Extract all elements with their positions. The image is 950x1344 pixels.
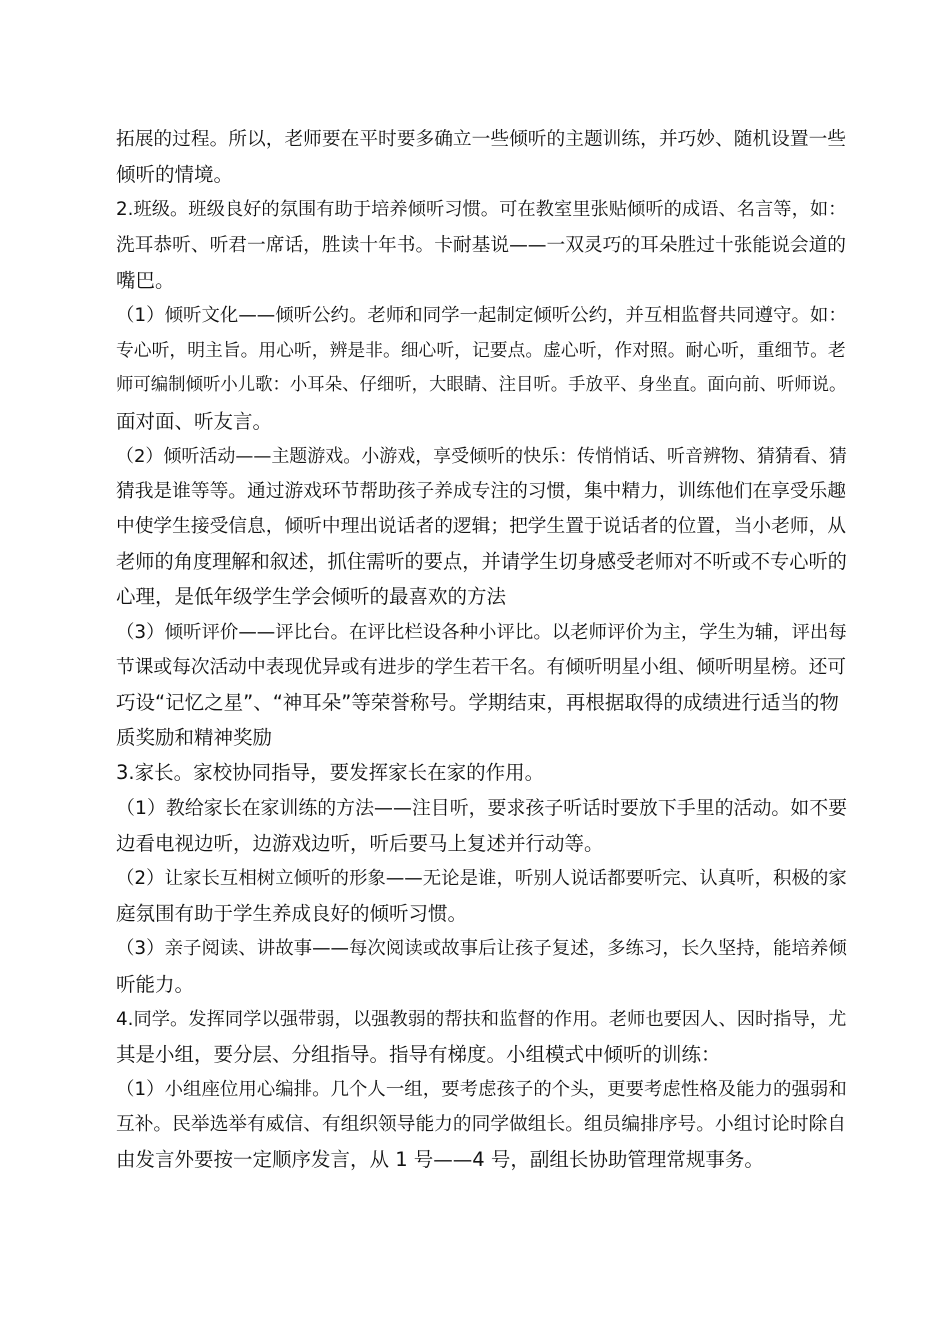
text-line: （1）小组座位用心编排。几个人一组，要考虑孩子的个头，更要考虑性格及能力的强弱和: [116, 1079, 847, 1101]
text-line: （3）倾听评价——评比台。在评比栏设各种小评比。以老师评价为主，学生为辅，评出每: [116, 621, 847, 643]
text-line: 猜我是谁等等。通过游戏环节帮助孩子养成专注的习惯，集中精力，训练他们在享受乐趣: [116, 480, 847, 502]
text-line: 洗耳恭听、听君一席话，胜读十年书。卡耐基说——一双灵巧的耳朵胜过十张能说会道的: [116, 234, 847, 256]
text-line: 其是小组，要分层、分组指导。指导有梯度。小组模式中倾听的训练：: [116, 1042, 721, 1066]
text-line: 心理，是低年级学生学会倾听的最喜欢的方法: [116, 585, 507, 609]
text-line: 巧设“记忆之星”、“神耳朵”等荣誉称号。学期结束，再根据取得的成绩进行适当的物: [116, 691, 839, 714]
text-line: 嘴巴。: [116, 268, 175, 292]
text-line: 面对面、听友言。: [116, 409, 273, 433]
text-line: 互补。民举选举有威信、有组织领导能力的同学做组长。组员编排序号。小组讨论时除自: [116, 1114, 847, 1136]
text-line: （2）倾听活动——主题游戏。小游戏，享受倾听的快乐：传悄悄话、听音辨物、猜猜看、猜: [116, 445, 847, 467]
text-line: 专心听，明主旨。用心听，辨是非。细心听，记要点。虚心听，作对照。耐心听，重细节。老: [116, 340, 846, 362]
text-line: （1）倾听文化——倾听公约。老师和同学一起制定倾听公约，并互相监督共同遵守。如：: [116, 304, 847, 326]
text-line: 听能力。: [116, 972, 195, 996]
text-line: 老师的角度理解和叙述，抓住需听的要点，并请学生切身感受老师对不听或不专心听的: [116, 550, 847, 574]
text-line: 4.同学。发挥同学以强带弱，以强教弱的帮扶和监督的作用。老师也要因人、因时指导，尤: [116, 1008, 847, 1030]
text-line: （1）教给家长在家训练的方法——注目听，要求孩子听话时要放下手里的活动。如不要: [116, 796, 848, 819]
text-line: 节课或每次活动中表现优异或有进步的学生若干名。有倾听明星小组、倾听明星榜。还可: [116, 656, 847, 678]
text-line: 庭氛围有助于学生养成良好的倾听习惯。: [116, 902, 468, 926]
text-line: 质奖励和精神奖励: [116, 726, 273, 750]
text-line: （3）亲子阅读、讲故事——每次阅读或故事后让孩子复述，多练习，长久坚持，能培养倾: [116, 938, 847, 960]
text-line: 3.家长。家校协同指导，要发挥家长在家的作用。: [116, 761, 545, 785]
body-text: [116, 122, 851, 1178]
text-line: 拓展的过程。所以，老师要在平时要多确立一些倾听的主题训练，并巧妙、随机设置一些: [116, 129, 847, 150]
text-line: 中使学生接受信息，倾听中理出说话者的逻辑；把学生置于说话者的位置，当小老师，从: [116, 516, 847, 538]
text-line: 倾听的情境。: [116, 163, 234, 187]
text-line: 师可编制倾听小儿歌：小耳朵、仔细听，大眼睛、注目听。手放平、身坐直。面向前、听师说。: [116, 375, 847, 396]
text-line: 2.班级。班级良好的氛围有助于培养倾听习惯。可在教室里张贴倾听的成语、名言等，如：: [116, 199, 847, 221]
text-line: （2）让家长互相树立倾听的形象——无论是谁，听别人说话都要听完、认真听，积极的家: [116, 867, 847, 889]
text-line: 边看电视边听，边游戏边听，听后要马上复述并行动等。: [116, 831, 604, 855]
text-line: 由发言外要按一定顺序发言，从 1 号——4 号，副组长协助管理常规事务。: [116, 1148, 764, 1172]
